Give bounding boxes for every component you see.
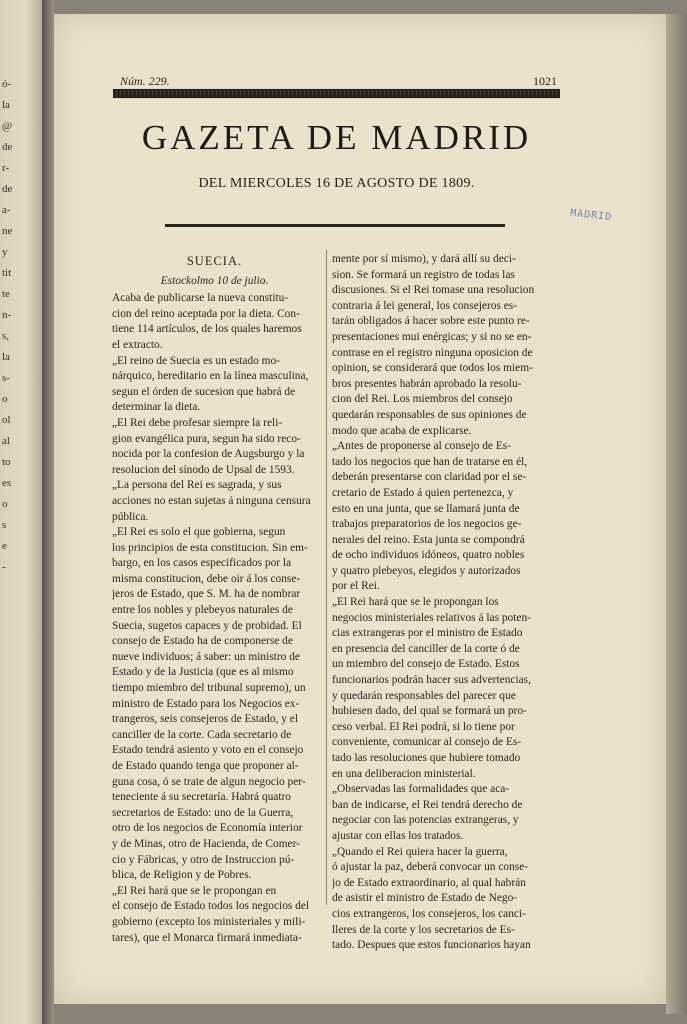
text-line: Estado y de la Justicia (que es al mismo [112,666,294,679]
previous-page-fragment: s, [2,330,10,342]
text-line: teneciente á su secretaría. Habrá quatro [112,791,291,804]
previous-page-fragment: es [2,477,12,489]
text-line: quedarán responsables de sus opiniones de [332,408,527,421]
text-line: hubiesen dado, del qual se formará un pro- [332,705,527,718]
text-line: blica, de Religion y de Pobres. [112,869,252,882]
previous-page-fragment: n- [2,309,12,321]
text-line: esto en una junta, que se llamará junta de [332,502,520,515]
text-line: jeros de Estado, que S. M. ha de nombrar [112,588,301,601]
text-line: guna cosa, ó se trate de algun negocio per- [112,775,306,788]
text-line: „Observadas las formalidades que aca- [332,783,510,796]
text-line: trabajos preparatorios de los negocios ge- [332,518,522,531]
masthead-title: GAZETA DE MADRID [141,118,532,157]
text-line: „El Rei hará que se le propongan en [112,884,277,897]
text-line: bros presentes habrán aprobado la resolu- [332,377,522,390]
previous-page-fragment: ol [2,414,11,426]
issue-number: Núm. 229. [120,74,170,88]
section-heading: SUECIA. [186,254,243,268]
dateline-place: Estockolmo 10 de julio. [160,274,269,287]
text-line: „Antes de proponerse al consejo de Es- [332,440,512,453]
text-line: negocios ministeriales relativos á las poten- [332,611,531,624]
right-column [332,252,558,954]
text-line: funcionarios podrán hacer sus advertencias, [332,674,531,687]
text-line: en presencia del canciller de la corte ó de [332,642,520,655]
previous-page-fragment: te [2,288,10,300]
text-line: tado los negocios que han de tratarse en él, [332,455,528,468]
text-line: mente por sí mismo), y dará allí su deci- [332,253,516,265]
dateline: DEL MIERCOLES 16 DE AGOSTO DE 1809. [198,176,475,191]
text-line: ban de indicarse, el Rei tendrá derecho de [332,798,523,811]
page-number: 1021 [533,74,557,88]
text-line: discusiones. Si el Rei tomase una resolucion [332,284,535,297]
previous-page-fragment: s- [2,372,10,384]
text-line: opinion, se considerará que todos los miem- [332,362,533,375]
text-line: gion evangélica pura, segun ha sido reco- [112,432,301,445]
left-column-text [112,291,317,946]
text-line: secretarios de Estado: uno de la Guerra, [112,806,294,819]
text-line: tiene 114 artículos, de los quales haremos [112,323,302,336]
text-line: Suecia, sugetos capaces y de probidad. El [112,619,302,632]
text-line: y quedarán responsables del parecer que [332,689,516,702]
text-line: en una deliberacion ministerial. [332,767,476,780]
previous-page-fragment: la [2,351,10,363]
text-line: de asistir el ministro de Estado de Nego- [332,892,518,905]
text-line: presentaciones mui enérgicas; y si no se en- [332,330,532,343]
text-line: cion del reino aceptada por la dieta. Con- [112,307,300,320]
previous-page-fragment: o [2,498,8,510]
previous-page-fragment: de [2,141,13,153]
text-line: modo que acaba de explicarse. [332,424,472,437]
text-line: segun el órden de sucesion que habrá de [112,385,296,398]
text-line: „El Rei hará que se le propongan los [332,596,499,609]
text-line: pública. [112,510,149,523]
text-line: de ocho individuos idóneos, quatro nobles [332,549,525,562]
text-line: negociar con las potencias extrangeras, y [332,814,519,827]
text-line: tiempo miembro del tribunal supremo), un [112,682,306,695]
text-line: tarán obligados á hacer sobre este punto re- [332,315,530,328]
text-line: misma constitucion, debe oir á los conse- [112,572,301,585]
page-edge [666,14,687,1014]
text-line: gobierno (excepto los ministeriales y mili- [112,915,306,928]
previous-page-fragment: to [2,456,11,468]
text-line: lleres de la corte y los secretarios de Es- [332,923,515,936]
left-column [112,252,317,946]
text-line: cretario de Estado á quien pertenezca, y [332,486,514,499]
previous-page-fragment: la [2,99,10,111]
text-line: los principios de esta constitucion. Sin em- [112,541,308,554]
text-line: tares), que el Monarca firmará inmediata- [112,931,302,944]
text-line: ceso verbal. El Rei podrá, si lo tiene por [332,720,515,733]
text-line: y quatro plebeyos, elegidos y autorizados [332,564,521,577]
text-line: canciller de la corte. Cada secretario de [112,728,292,741]
previous-page-fragment: @ [2,120,13,132]
text-line: „El reino de Suecia es un estado mo- [112,354,280,367]
book-gutter [42,0,54,1024]
text-line: Acaba de publicarse la nueva constitu- [112,292,289,305]
right-column-text [332,252,558,954]
header-rule [113,89,560,98]
text-line: „Quando el Rei quiera hacer la guerra, [332,845,508,858]
previous-page-fragment: e [2,540,7,552]
text-line: cios extrangeros, los consejeros, los canci- [332,907,526,920]
text-line: acciones no estan sujetas á ninguna censura [112,494,311,507]
text-line: sion. Se formará un registro de todas las [332,268,515,281]
text-line: nerales del reino. Esta junta se compondrá [332,533,525,546]
text-line: otro de los negocios de Economía interior [112,822,303,835]
text-line: „La persona del Rei es sagrada, y sus [112,479,282,492]
previous-page-fragment: y [2,246,8,258]
text-line: y de Minas, otro de Hacienda, de Comer- [112,837,300,850]
previous-page-fragment: al [2,435,10,447]
previous-page-fragment: de [2,183,13,195]
previous-page-fragment: s [2,519,7,531]
text-line: resolucion del sínodo de Upsal de 1593. [112,463,295,476]
text-line: determinar la dieta. [112,401,201,414]
previous-page-fragment: ne [2,225,13,237]
text-line: un miembro del consejo de Estado. Estos [332,658,520,671]
text-line: jo de Estado extraordinario, al qual habrán [332,876,526,889]
text-line: ó ajustar la paz, deberá convocar un conse- [332,861,529,874]
text-line: nocida por la confesion de Augsburgo y la [112,448,305,461]
text-line: cio y Fábricas, y otro de Instruccion pú- [112,853,295,866]
column-divider [326,250,327,905]
text-line: tado. Despues que estos funcionarios hayan [332,939,531,952]
previous-page-fragment: o [2,393,8,405]
text-line: entre los nobles y plebeyos naturales de [112,604,293,617]
text-line: conveniente, comunicar al consejo de Es- [332,736,522,749]
previous-page-fragment: r- [2,162,10,174]
text-line: ministro de Estado para los Negocios ex- [112,697,300,710]
text-line: trangeros, seis consejeros de Estado, y el [112,713,298,726]
text-line: nárquico, hereditario en la línea masculina, [112,370,309,383]
text-line: contraria á lei general, los consejeros es- [332,299,518,312]
library-stamp: MADRID [569,207,613,224]
text-line: por el Rei. [332,580,380,593]
previous-page-fragment: tit [2,267,12,279]
previous-page-fragment: a- [2,204,11,216]
text-line: tado las resoluciones que hubiere tomado [332,752,521,764]
previous-page-edge [0,0,42,1024]
text-line: nueve individuos; á saber: un ministro de [112,650,300,663]
text-line: de Estado quando tenga que proponer al- [112,760,299,772]
text-line: „El Rei es solo el que gobierna, segun [112,526,286,539]
text-line: cias extrangeras por el ministro de Estado [332,627,523,640]
previous-page-fragment: - [2,561,6,573]
previous-page-fragment: ó- [2,78,12,90]
text-line: el consejo de Estado todos los negocios del [112,900,310,913]
text-line: deberán presentarse con claridad por el se- [332,471,527,484]
text-line: contrase en el registro ninguna oposicion de [332,346,533,359]
text-line: „El Rei debe profesar siempre la reli- [112,416,283,429]
dateline-rule [165,224,505,227]
text-line: el extracto. [112,338,163,351]
text-line: consejo de Estado ha de componerse de [112,635,293,648]
text-line: bargo, en los casos especificados por la [112,557,292,570]
text-line: cion del Rei. Los miembros del consejo [332,393,513,406]
text-line: Estado tendrá asiento y voto en el consejo [112,744,304,757]
text-line: ajustar con ellas los tratados. [332,829,464,842]
